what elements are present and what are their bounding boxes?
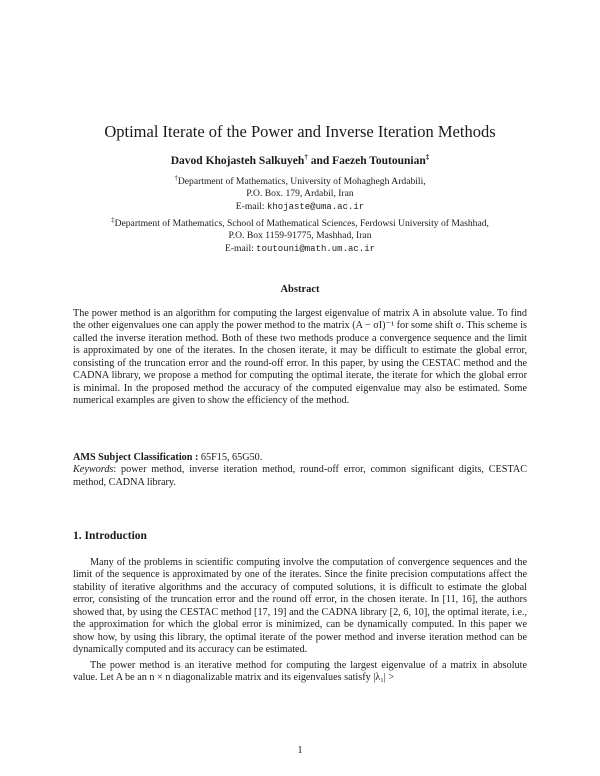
ams-label: AMS Subject Classification : — [73, 452, 201, 463]
keywords-label: Keywords — [73, 464, 114, 476]
affiliation-1-email[interactable]: khojaste@uma.ac.ir — [266, 201, 365, 212]
paper-title: Optimal Iterate of the Power and Inverse Iteration Methods — [104, 122, 496, 141]
intro-paragraph-1: Many of the problems in scientific computing involve the computation of convergence sequences and the limit of the sequence is approximated by one of the iterates. Since the finite precision computations affect the stability of iterative algorithms and the accuracy of computed solutions, it is difficult to estimate the global error, consisting of the truncation error and the round off error, in the chosen iterate. In [11, 16], the authors showed that, by using the CESTAC method [17, 19] and the CADNA library [2, 6, 10], the optimal iterate, i.e., the approximation for which the global error is minimized, can be dynamically computed. In this paper we show how, by using this library, the optimal iterate of the power method and inverse iteration method can be dynamically computed and its accuracy can be estimated. — [73, 557, 527, 656]
author-conjunction: and — [307, 155, 333, 167]
ams-value: 65F15, 65G50. — [200, 452, 263, 463]
abstract-heading: Abstract — [280, 284, 320, 295]
author-line — [0, 154, 600, 168]
section-heading: 1. Introduction — [73, 530, 147, 542]
affiliation-2-line-2: P.O. Box 1159-91775, Mashhad, Iran — [228, 230, 372, 242]
affiliation-2-email[interactable]: toutouni@math.um.ac.ir — [256, 243, 375, 254]
author-1: Davod Khojasteh Salkuyeh — [170, 155, 305, 167]
author-1-mark: † — [304, 153, 308, 162]
keywords-value: : power method, inverse iteration method, round-off error, common significant digits, CESTAC method, CADNA library. — [73, 464, 527, 488]
affiliation-2-line-1: ‡Department of Mathematics, School of Mathematical Sciences, Ferdowsi University of Mashhad, — [111, 215, 489, 229]
affiliation-1-mark: † — [174, 173, 178, 182]
affiliation-2 — [0, 215, 600, 255]
affiliation-1 — [0, 173, 600, 213]
classification-block — [73, 452, 527, 489]
intro-paragraph-2: The power method is an iterative method for computing the largest eigenvalue of a matrix in absolute value. Let A be an n × n diagonalizable matrix and its eigenvalues satisfy |λ₁| > — [73, 660, 527, 684]
affiliation-1-email-line: E-mail: khojaste@uma.ac.ir — [235, 200, 365, 212]
ams-classification — [73, 452, 527, 464]
abstract-text: The power method is an algorithm for computing the largest eigenvalue of matrix A in absolute value. To find the other eigenvalues one can apply the power method to the matrix (A − σI)⁻¹ for some shift σ. This scheme is called the inverse iteration method. Both of these two methods produce a convergence sequence and the limit is approximated by one of the iterates. In the chosen iterate, it may be difficult to estimate the global error, consisting of the truncation error and the round-off error. In this paper, by using the CESTAC method and the CADNA library, we propose a method for computing the optimal iterate, the iterate for which the global error is minimal. In the proposed method the accuracy of the computed eigenvalue may also be estimated. Some numerical examples are given to show the efficiency of the method. — [73, 308, 527, 407]
keywords — [73, 464, 527, 489]
affiliation-1-line-1: †Department of Mathematics, University of Mohaghegh Ardabili, — [174, 173, 426, 187]
affiliation-2-email-line: E-mail: toutouni@math.um.ac.ir — [225, 242, 375, 254]
affiliation-2-mark: ‡ — [111, 215, 115, 224]
author-2: Faezeh Toutounian — [332, 155, 426, 167]
author-2-mark: ‡ — [425, 153, 430, 162]
page-number: 1 — [297, 745, 303, 756]
affiliation-1-line-2: P.O. Box. 179, Ardabil, Iran — [246, 188, 354, 200]
